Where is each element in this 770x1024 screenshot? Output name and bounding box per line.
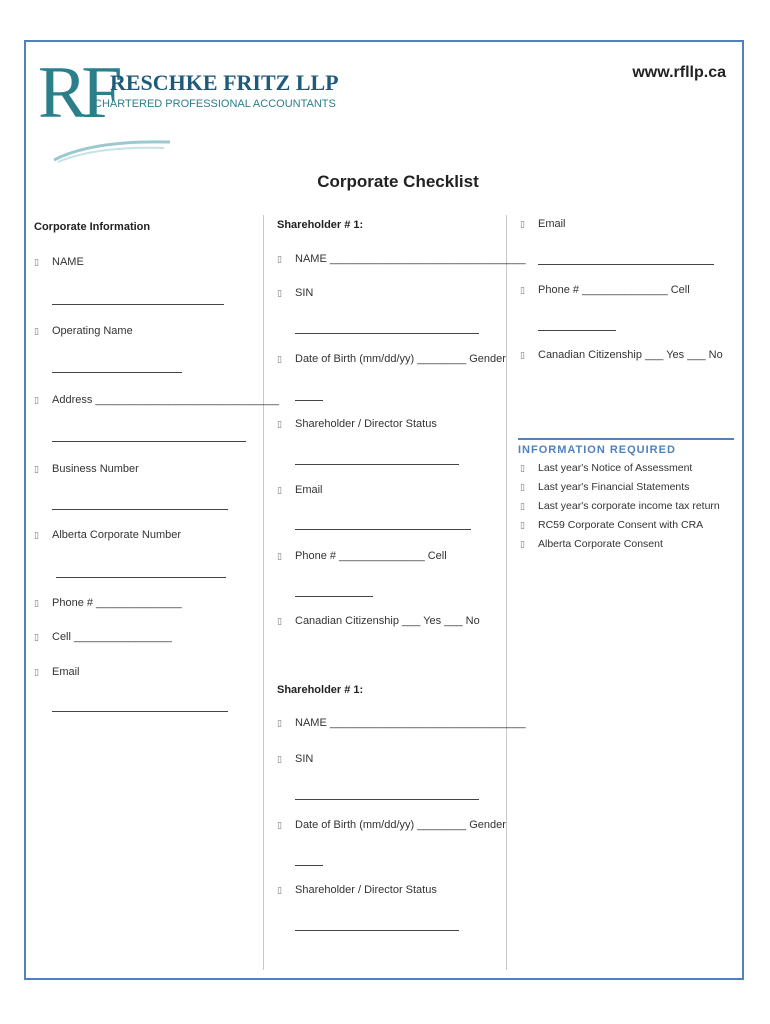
- input-line[interactable]: [52, 509, 228, 511]
- input-line[interactable]: [52, 304, 224, 306]
- bullet-icon: ▯: [34, 257, 39, 267]
- bullet-icon: ▯: [34, 530, 39, 540]
- bullet-icon: ▯: [34, 598, 39, 608]
- bullet-icon: ▯: [520, 463, 525, 473]
- logo-monogram: RF: [38, 52, 117, 134]
- list-item: ▯ Phone # ______________ Cell: [520, 284, 690, 296]
- list-item: ▯ Canadian Citizenship ___ Yes ___ No: [277, 615, 480, 627]
- bullet-icon: ▯: [277, 718, 282, 728]
- input-line[interactable]: [295, 400, 323, 402]
- logo-swoosh-icon: [52, 134, 172, 164]
- column-divider-2: [506, 215, 507, 970]
- list-item: ▯ Operating Name: [34, 325, 133, 337]
- list-item: ▯ NAME: [34, 256, 84, 268]
- input-line[interactable]: [52, 372, 182, 374]
- list-item: ▯ Cell ________________: [34, 631, 172, 643]
- list-item: ▯ Alberta Corporate Number: [34, 529, 182, 541]
- bullet-icon: ▯: [520, 539, 525, 549]
- website-link[interactable]: www.rfllp.ca: [632, 64, 726, 81]
- bullet-icon: ▯: [277, 354, 282, 364]
- input-line[interactable]: [52, 441, 246, 443]
- bullet-icon: ▯: [520, 482, 525, 492]
- column-divider-1: [263, 215, 264, 970]
- bullet-icon: ▯: [277, 885, 282, 895]
- list-item: ▯ NAME ________________________________: [277, 717, 526, 729]
- input-line[interactable]: [538, 264, 714, 266]
- company-logo: [38, 52, 339, 166]
- corporate-info-heading: Corporate Information: [34, 221, 151, 233]
- bullet-icon: ▯: [277, 288, 282, 298]
- bullet-icon: ▯: [277, 820, 282, 830]
- input-line[interactable]: [538, 330, 616, 332]
- information-required-heading: INFORMATION REQUIRED: [518, 438, 734, 456]
- list-item: ▯ SIN: [277, 287, 314, 299]
- input-line[interactable]: [295, 529, 471, 531]
- shareholder-1-heading: Shareholder # 1:: [277, 219, 364, 231]
- list-item: ▯ Alberta Corporate Consent: [520, 538, 663, 550]
- input-line[interactable]: [295, 799, 479, 801]
- bullet-icon: ▯: [34, 667, 39, 677]
- list-item: ▯ Last year's Financial Statements: [520, 481, 690, 493]
- input-line[interactable]: [52, 711, 228, 713]
- input-line[interactable]: [295, 596, 373, 598]
- input-line[interactable]: [295, 333, 479, 335]
- list-item: ▯ Last year's corporate income tax return: [520, 500, 720, 512]
- list-item: ▯ Date of Birth (mm/dd/yy) ________ Gender: [277, 353, 506, 365]
- list-item: ▯ Phone # ______________: [34, 597, 182, 609]
- input-line[interactable]: [56, 577, 226, 579]
- page-title: Corporate Checklist: [317, 172, 479, 191]
- list-item: ▯ Email: [277, 484, 323, 496]
- list-item: ▯ Shareholder / Director Status: [277, 418, 437, 430]
- bullet-icon: ▯: [277, 616, 282, 626]
- bullet-icon: ▯: [277, 551, 282, 561]
- bullet-icon: ▯: [520, 501, 525, 511]
- shareholder-2-heading: Shareholder # 1:: [277, 684, 364, 696]
- list-item: ▯ Last year's Notice of Assessment: [520, 462, 693, 474]
- list-item: ▯ Address ______________________________: [34, 394, 279, 406]
- bullet-icon: ▯: [277, 419, 282, 429]
- list-item: ▯ Canadian Citizenship ___ Yes ___ No: [520, 349, 723, 361]
- bullet-icon: ▯: [277, 254, 282, 264]
- list-item: ▯ Date of Birth (mm/dd/yy) ________ Gender: [277, 819, 506, 831]
- list-item: ▯ Shareholder / Director Status: [277, 884, 437, 896]
- bullet-icon: ▯: [520, 219, 525, 229]
- list-item: ▯ Business Number: [34, 463, 139, 475]
- bullet-icon: ▯: [520, 285, 525, 295]
- bullet-icon: ▯: [520, 350, 525, 360]
- logo-company-name: RESCHKE FRITZ LLP: [110, 70, 339, 95]
- bullet-icon: ▯: [277, 485, 282, 495]
- logo-tagline: CHARTERED PROFESSIONAL ACCOUNTANTS: [94, 98, 336, 110]
- bullet-icon: ▯: [520, 520, 525, 530]
- bullet-icon: ▯: [277, 754, 282, 764]
- list-item: ▯ Email: [34, 666, 80, 678]
- input-line[interactable]: [295, 464, 459, 466]
- list-item: ▯ Phone # ______________ Cell: [277, 550, 447, 562]
- list-item: ▯ NAME ________________________________: [277, 253, 526, 265]
- bullet-icon: ▯: [34, 632, 39, 642]
- bullet-icon: ▯: [34, 464, 39, 474]
- input-line[interactable]: [295, 865, 323, 867]
- bullet-icon: ▯: [34, 395, 39, 405]
- input-line[interactable]: [295, 930, 459, 932]
- list-item: ▯ Email: [520, 218, 566, 230]
- list-item: ▯ SIN: [277, 753, 314, 765]
- list-item: ▯ RC59 Corporate Consent with CRA: [520, 519, 704, 531]
- bullet-icon: ▯: [34, 326, 39, 336]
